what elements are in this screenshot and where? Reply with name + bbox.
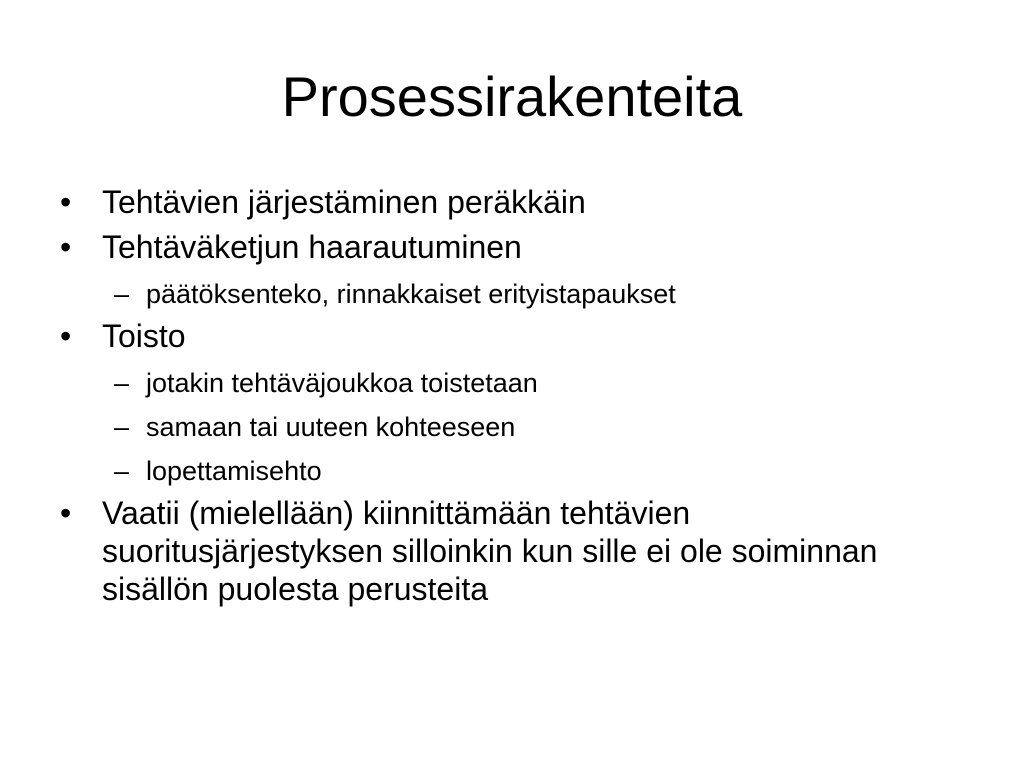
dash-marker: – <box>114 456 130 486</box>
bullet-text: Tehtävien järjestäminen peräkkäin <box>102 184 586 220</box>
bullet-list <box>60 183 960 608</box>
dash-marker: – <box>114 412 130 442</box>
bullet-item <box>60 494 960 608</box>
bullet-marker: • <box>60 229 72 265</box>
dash-marker: – <box>114 368 130 398</box>
sub-bullet-text: samaan tai uuteen kohteeseen <box>146 412 516 442</box>
bullet-item <box>60 228 960 266</box>
sub-bullet-item <box>60 411 960 443</box>
sub-bullet-text: jotakin tehtäväjoukkoa toistetaan <box>146 368 538 398</box>
slide-title: Prosessirakenteita <box>281 65 743 128</box>
sub-bullet-item <box>60 278 960 310</box>
bullet-text: Toisto <box>102 318 186 354</box>
sub-bullet-text: lopettamisehto <box>146 456 322 486</box>
bullet-marker: • <box>60 184 72 220</box>
bullet-text: Tehtäväketjun haarautuminen <box>102 229 522 265</box>
sub-bullet-item <box>60 367 960 399</box>
bullet-marker: • <box>60 495 72 531</box>
dash-marker: – <box>114 279 130 309</box>
sub-bullet-text: päätöksenteko, rinnakkaiset erityistapaukset <box>146 279 676 309</box>
bullet-marker: • <box>60 318 72 354</box>
sub-bullet-item <box>60 455 960 487</box>
bullet-text: Vaatii (mielellään) kiinnittämään tehtävien suoritusjärjestyksen silloinkin kun sille ei ole soiminnan sisällön puolesta perusteita <box>102 495 878 607</box>
bullet-item <box>60 183 960 221</box>
bullet-item <box>60 317 960 355</box>
